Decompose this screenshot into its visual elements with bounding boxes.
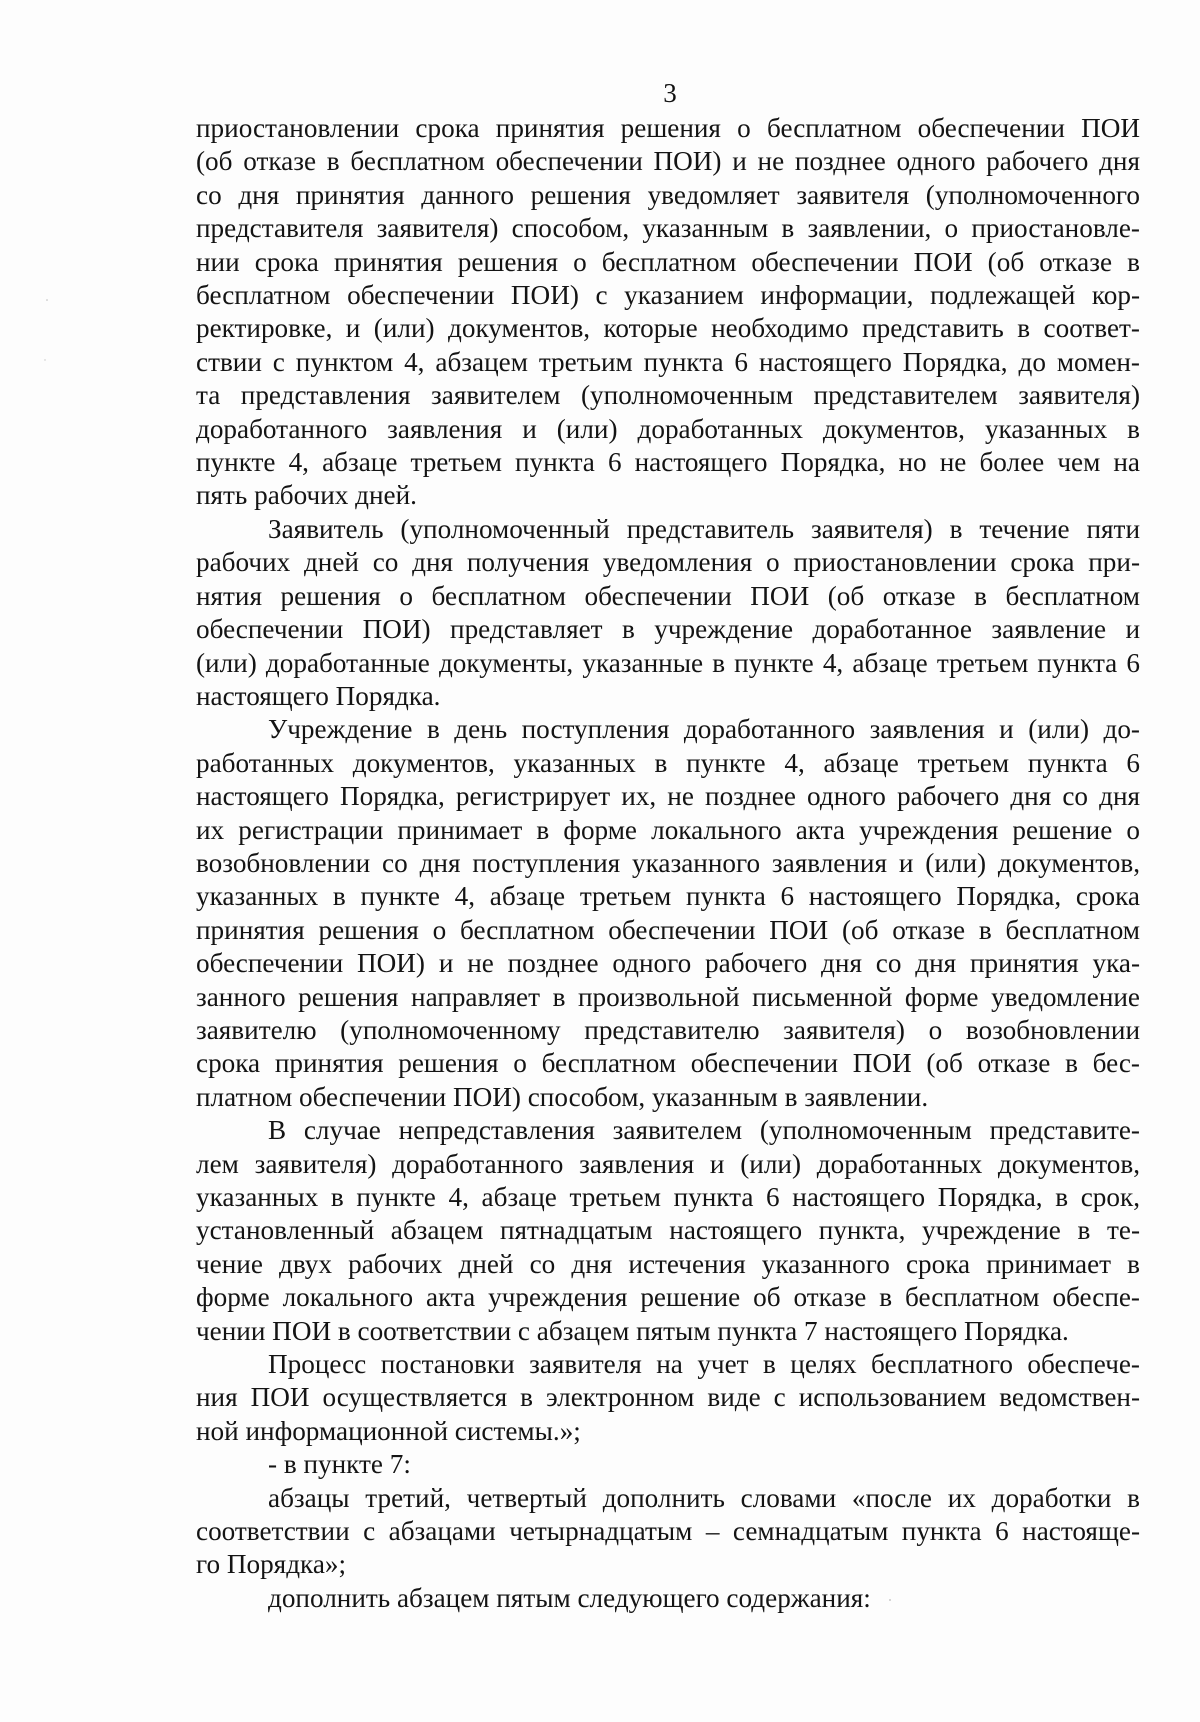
text-line: чение двух рабочих дней со дня истечения указанного срока принимает в (196, 1248, 1140, 1279)
text-line: (или) доработанные документы, указанные в пункте 4, абзаце третьем пункта 6 (196, 647, 1140, 678)
text-line: срока принятия решения о бесплатном обеспечении ПОИ (об отказе в бес- (196, 1048, 1140, 1079)
text-line: настоящего Порядка, регистрирует их, не позднее одного рабочего дня со дня (196, 781, 1140, 812)
text-line: настоящего Порядка. (196, 680, 441, 711)
text-line: нии срока принятия решения о бесплатном обеспечении ПОИ (об отказе в (196, 246, 1140, 277)
text-line: со дня принятия данного решения уведомляет заявителя (уполномоченного (196, 179, 1140, 210)
text-line: го Порядка»; (196, 1549, 347, 1580)
paragraph-5 (196, 1348, 1140, 1448)
text-line: доработанного заявления и (или) доработанных документов, указанных в (196, 413, 1140, 444)
text-line: соответствии с абзацами четырнадцатым – семнадцатым пункта 6 настояще- (196, 1516, 1140, 1547)
paragraph-3 (196, 713, 1140, 1114)
page-number: 3 (663, 78, 677, 108)
text-line: пять рабочих дней. (196, 480, 417, 511)
text-line: чении ПОИ в соответствии с абзацем пятым пункта 7 настоящего Порядка. (196, 1315, 1069, 1346)
text-line: заявителю (уполномоченному представителю заявителя) о возобновлении (196, 1014, 1140, 1045)
paragraph-1 (196, 112, 1140, 513)
text-line: возобновлении со дня поступления указанного заявления и (или) документов, (196, 847, 1140, 878)
paragraph-2 (196, 513, 1140, 713)
text-line: та представления заявителем (уполномоченным представителем заявителя) (196, 380, 1140, 411)
text-line: представителя заявителя) способом, указанным в заявлении, о приостановле- (196, 213, 1140, 244)
text-line: приостановлении срока принятия решения о бесплатном обеспечении ПОИ (196, 113, 1140, 143)
paragraph-6 (196, 1448, 1140, 1481)
text-line: Заявитель (уполномоченный представитель заявителя) в течение пяти (268, 513, 1140, 544)
text-line: (об отказе в бесплатном обеспечении ПОИ) и не позднее одного рабочего дня (196, 146, 1140, 177)
text-line: обеспечении ПОИ) и не позднее одного рабочего дня со дня принятия ука- (196, 948, 1140, 979)
paragraph-8 (196, 1582, 1140, 1615)
text-line: - в пункте 7: (268, 1449, 411, 1480)
text-line: указанных в пункте 4, абзаце третьем пункта 6 настоящего Порядка, срока (196, 881, 1140, 912)
text-line: лем заявителя) доработанного заявления и (или) доработанных документов, (196, 1148, 1140, 1179)
text-line: абзацы третий, четвертый дополнить словами «после их доработки в (268, 1482, 1140, 1513)
text-line: установленный абзацем пятнадцатым настоящего пункта, учреждение в те- (196, 1215, 1140, 1246)
text-line: бесплатном обеспечении ПОИ) с указанием информации, подлежащей кор- (196, 280, 1140, 311)
text-line: указанных в пункте 4, абзаце третьем пункта 6 настоящего Порядка, в срок, (196, 1182, 1140, 1212)
document-body (196, 112, 1140, 1615)
text-line: дополнить абзацем пятым следующего содержания: (268, 1582, 871, 1613)
text-line: ной информационной системы.»; (196, 1415, 581, 1446)
text-line: занного решения направляет в произвольной письменной форме уведомление (196, 981, 1140, 1012)
text-line: пункте 4, абзаце третьем пункта 6 настоящего Порядка, но не более чем на (196, 447, 1140, 478)
paragraph-4 (196, 1114, 1140, 1348)
text-line: их регистрации принимает в форме локального акта учреждения решение о (196, 814, 1140, 845)
text-line: нятия решения о бесплатном обеспечении ПОИ (об отказе в бесплатном (196, 580, 1140, 611)
text-line: ния ПОИ осуществляется в электронном виде с использованием ведомствен- (196, 1382, 1140, 1413)
text-line: рабочих дней со дня получения уведомления о приостановлении срока при- (196, 547, 1140, 578)
text-line: В случае непредставления заявителем (уполномоченным представите- (268, 1115, 1140, 1146)
text-line: ствии с пунктом 4, абзацем третьим пункта 6 настоящего Порядка, до момен- (196, 346, 1140, 377)
text-line: платном обеспечении ПОИ) способом, указанным в заявлении. (196, 1081, 929, 1112)
text-line: форме локального акта учреждения решение об отказе в бесплатном обеспе- (196, 1282, 1140, 1313)
text-line: Учреждение в день поступления доработанного заявления и (или) до- (268, 714, 1140, 745)
paragraph-7 (196, 1482, 1140, 1582)
text-line: работанных документов, указанных в пункте 4, абзаце третьем пункта 6 (196, 747, 1140, 778)
text-line: ректировке, и (или) документов, которые необходимо представить в соответ- (196, 313, 1140, 344)
text-line: обеспечении ПОИ) представляет в учреждение доработанное заявление и (196, 614, 1140, 645)
text-line: Процесс постановки заявителя на учет в целях бесплатного обеспече- (268, 1349, 1140, 1380)
text-line: принятия решения о бесплатном обеспечении ПОИ (об отказе в бесплатном (196, 914, 1140, 945)
